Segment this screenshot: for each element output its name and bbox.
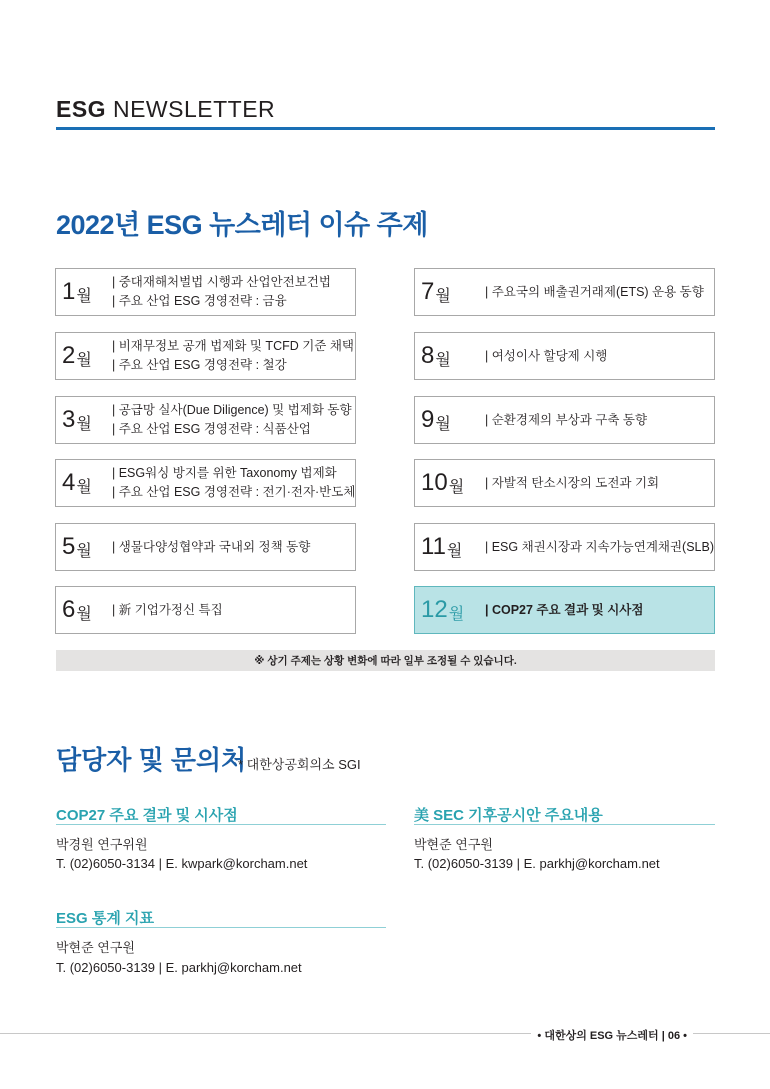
- footer-page-label: • 대한상의 ESG 뉴스레터 | 06 •: [531, 1027, 693, 1043]
- masthead: [56, 96, 275, 123]
- month-unit: 월: [76, 352, 92, 369]
- contact-subtitle: * 대한상공회의소 SGI: [238, 757, 361, 772]
- contact-info: T. (02)6050-3134 | E. kwpark@korcham.net: [56, 856, 308, 871]
- month-box-11: [414, 523, 715, 571]
- topic-line: | 공급망 실사(Due Diligence) 및 법제화 동향: [112, 403, 352, 417]
- month-number: 3: [62, 406, 76, 433]
- month-box-4: [55, 459, 356, 507]
- month-unit: 월: [446, 543, 463, 560]
- contact-topic-title: COP27 주요 결과 및 시사점: [56, 807, 238, 824]
- month-number: 7: [421, 278, 435, 305]
- contact-topic-title: 美 SEC 기후공시안 주요내용: [414, 807, 603, 824]
- month-box-9: [414, 396, 715, 444]
- contact-info: T. (02)6050-3139 | E. parkhj@korcham.net: [56, 960, 302, 975]
- topic-line: | 주요국의 배출권거래제(ETS) 운용 동향: [485, 284, 704, 299]
- month-unit: 월: [435, 416, 451, 433]
- month-number: 11: [421, 533, 446, 560]
- topic-line: | 생물다양성협약과 국내외 정책 동향: [112, 539, 311, 554]
- contact-name: 박경원 연구위원: [56, 837, 148, 852]
- topic-line: | ESG워싱 방지를 위한 Taxonomy 법제화: [112, 466, 337, 480]
- month-box-2: [55, 332, 356, 380]
- month-unit: 월: [435, 288, 451, 305]
- topic-line: | COP27 주요 결과 및 시사점: [485, 602, 644, 617]
- contact-name: 박현준 연구원: [414, 837, 493, 852]
- month-number: 9: [421, 406, 435, 433]
- month-unit: 월: [435, 352, 451, 369]
- topic-line: | 주요 산업 ESG 경영전략 : 전기·전자·반도체: [112, 485, 356, 499]
- notice-bar: ※ 상기 주제는 상황 변화에 따라 일부 조정될 수 있습니다.: [56, 650, 715, 671]
- contact-topic-title: ESG 통계 지표: [56, 910, 154, 927]
- masthead-rule: [56, 127, 715, 130]
- topic-line: | 자발적 탄소시장의 도전과 기회: [485, 475, 660, 490]
- contact-rule: [414, 824, 715, 825]
- topic-line: | 주요 산업 ESG 경영전략 : 금융: [112, 294, 287, 308]
- month-unit: 월: [76, 543, 92, 560]
- month-number: 6: [62, 596, 76, 623]
- topic-line: | ESG 채권시장과 지속가능연계채권(SLB): [485, 539, 714, 554]
- month-number: 8: [421, 342, 435, 369]
- contact-name: 박현준 연구원: [56, 940, 135, 955]
- month-number: 2: [62, 342, 76, 369]
- contact-title: 담당자 및 문의처: [56, 745, 247, 775]
- contact-info: T. (02)6050-3139 | E. parkhj@korcham.net: [414, 856, 660, 871]
- month-box-6: [55, 586, 356, 634]
- topic-line: | 주요 산업 ESG 경영전략 : 철강: [112, 358, 287, 372]
- month-unit: 월: [76, 288, 92, 305]
- month-unit: 월: [76, 416, 92, 433]
- month-number: 4: [62, 469, 76, 496]
- month-unit: 월: [76, 479, 92, 496]
- topic-line: | 여성이사 할당제 시행: [485, 348, 608, 363]
- month-number: 5: [62, 533, 76, 560]
- month-box-3: [55, 396, 356, 444]
- topic-line: | 중대재해처벌법 시행과 산업안전보건법: [112, 275, 331, 289]
- month-number: 1: [62, 278, 76, 305]
- month-box-1: [55, 268, 356, 316]
- month-box-8: [414, 332, 715, 380]
- issues-title: 2022년 ESG 뉴스레터 이슈 주제: [56, 210, 428, 240]
- topic-line: | 순환경제의 부상과 구축 동향: [485, 412, 648, 427]
- month-box-12-current: [414, 586, 715, 634]
- month-number: 12: [421, 596, 448, 623]
- month-box-7: [414, 268, 715, 316]
- month-number: 10: [421, 469, 448, 496]
- contact-rule: [56, 927, 386, 928]
- topic-line: | 新 기업가정신 특집: [112, 602, 223, 617]
- contact-rule: [56, 824, 386, 825]
- topic-line: | 주요 산업 ESG 경영전략 : 식품산업: [112, 422, 311, 436]
- topic-line: | 비재무정보 공개 법제화 및 TCFD 기준 채택: [112, 339, 355, 353]
- month-box-5: [55, 523, 356, 571]
- masthead-brand: ESG: [56, 96, 107, 122]
- month-box-10: [414, 459, 715, 507]
- month-unit: 월: [448, 606, 465, 623]
- month-unit: 월: [76, 606, 92, 623]
- month-unit: 월: [448, 479, 465, 496]
- masthead-title: NEWSLETTER: [112, 96, 276, 122]
